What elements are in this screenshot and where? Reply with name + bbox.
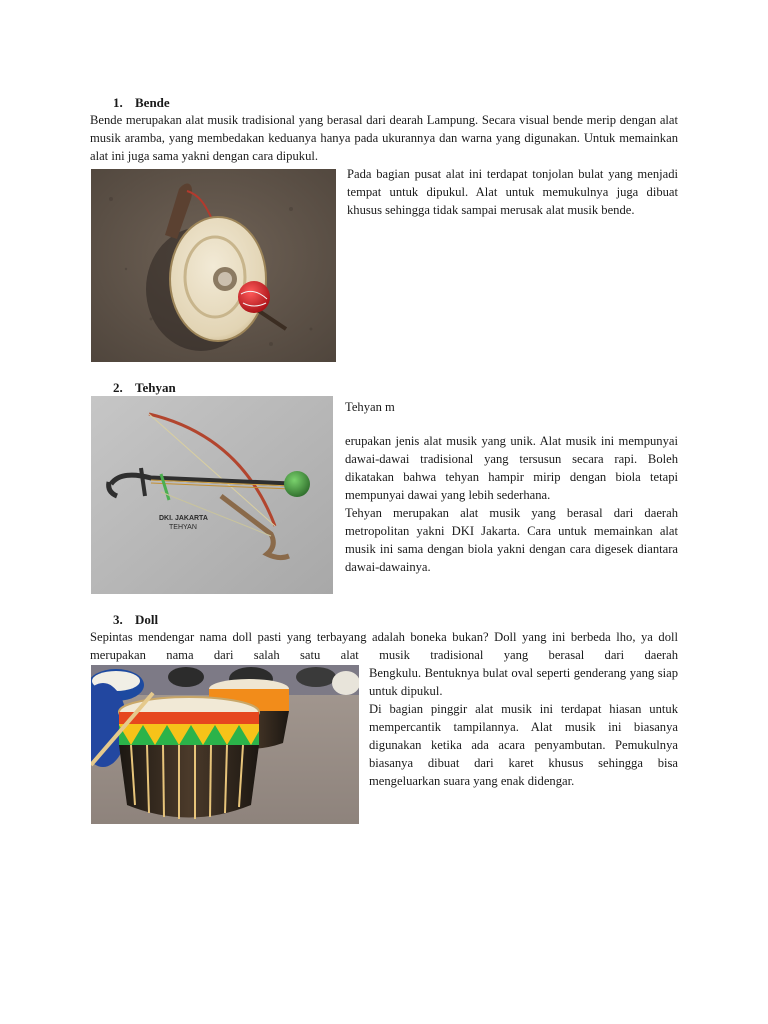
tehyan-photo: [91, 396, 333, 594]
section-number: 1.: [113, 95, 123, 110]
section-number: 3.: [113, 612, 123, 627]
section-number: 2.: [113, 380, 123, 395]
doll-side-text-shape: Bengkulu. Bentuknya bulat oval seperti genderang yang siap untuk dipukul.: [369, 666, 678, 698]
bende-intro-paragraph: [90, 111, 678, 165]
section-title: Bende: [135, 95, 170, 110]
doll-intro-paragraph: [90, 628, 678, 664]
section-title: Doll: [135, 612, 159, 627]
image-caption-location: DKI. JAKARTA: [159, 515, 208, 522]
section-tehyan-heading: [113, 380, 176, 396]
doll-side-text-decoration: Di bagian pinggir alat musik ini terdapat hiasan untuk mempercantik tampilannya. Alat musik ini biasanya digunakan ketika ada acara penyambutan. Pemukulnya biasanya dibuat dari karet khusus sehingga bisa mengeluarkan suara yang enak didengar.: [369, 702, 678, 788]
section-doll-heading: [113, 612, 158, 628]
doll-side-paragraph: [369, 664, 678, 790]
section-title: Tehyan: [135, 380, 176, 395]
tehyan-side-text-origin: Tehyan merupakan alat musik yang berasal dari daerah metropolitan yakni DKI Jakarta. Cara untuk memainkan alat musik ini sama dengan biola yakni dengan cara digesek diantara dawai-dawainya.: [345, 506, 678, 574]
bende-side-paragraph: [347, 165, 678, 219]
tehyan-side-fragment: [345, 398, 678, 416]
bende-intro-text: Bende merupakan alat musik tradisional yang berasal dari dearah Lampung. Secara visual bende merip dengan alat musik aramba, yang membedakan keduanya hanya pada ukurannya dan warna yang digunakan. Untuk memainkan alat ini juga sama yakni dengan cara dipukul.: [90, 113, 678, 163]
image-caption-name: TEHYAN: [169, 524, 197, 531]
bende-photo: [91, 169, 336, 362]
doll-photo: [91, 665, 359, 824]
section-bende-heading: [113, 95, 170, 111]
tehyan-side-paragraph: [345, 432, 678, 576]
bende-side-text: Pada bagian pusat alat ini terdapat tonjolan bulat yang menjadi tempat untuk dipukul. Alat untuk memukulnya juga dibuat khusus sehingga tidak sampai merusak alat musik bende.: [347, 167, 678, 217]
tehyan-side-text-fragment: Tehyan m: [345, 400, 395, 414]
tehyan-side-text-description: erupakan jenis alat musik yang unik. Alat musik ini mempunyai dawai-dawai tradisional yang tersusun secara rapi. Boleh dikatakan bahwa tehyan hampir mirip dengan biola tetapi mempunyai dawai yang lebih sederhana.: [345, 434, 678, 502]
doll-intro-text: Sepintas mendengar nama doll pasti yang terbayang adalah boneka bukan? Doll yang ini berbeda lho, ya doll merupakan nama dari salah satu alat musik tradisional yang berasal dari daerah: [90, 630, 678, 662]
